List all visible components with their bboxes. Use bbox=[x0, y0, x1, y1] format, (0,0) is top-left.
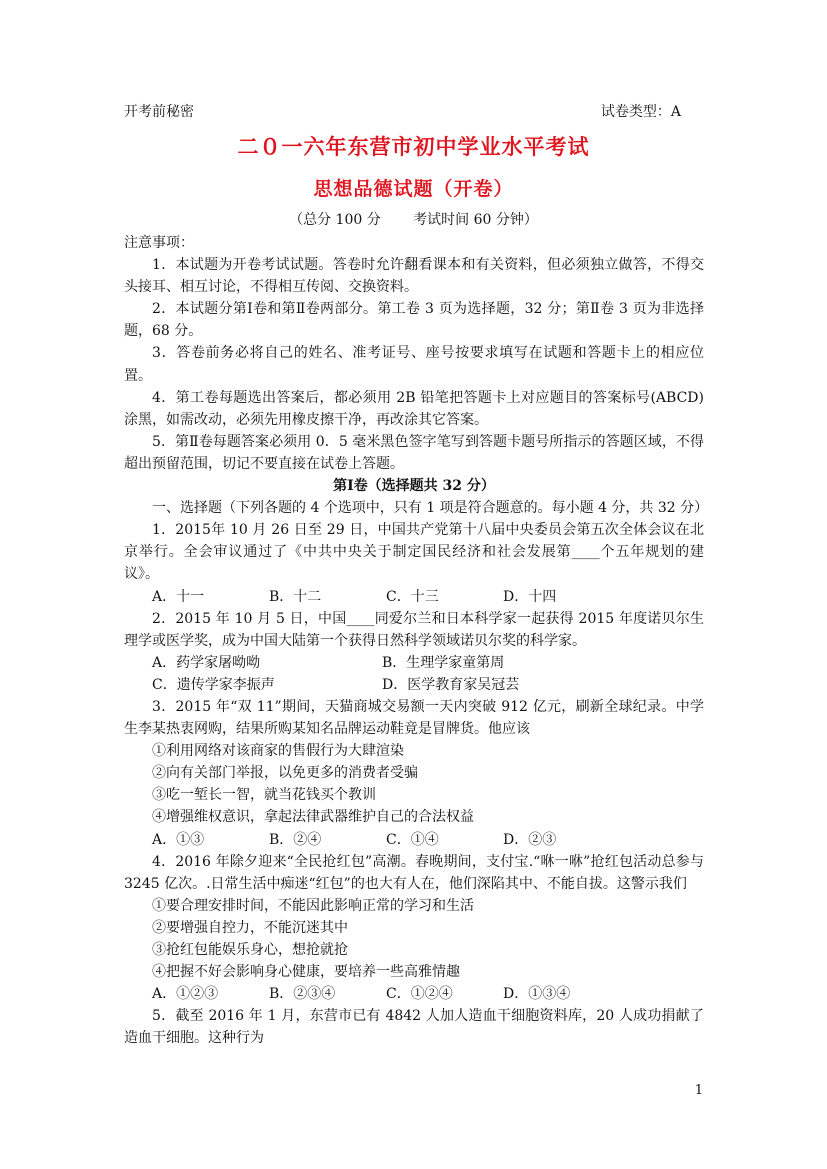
statement: ①要合理安排时间，不能因此影响正常的学习和生活 bbox=[152, 897, 474, 914]
section-heading: 第Ⅰ卷（选择题共 32 分） bbox=[333, 478, 495, 495]
option-a: A．①②③ bbox=[152, 986, 219, 1003]
statement: ①利用网络对该商家的售假行为大肆渲染 bbox=[152, 743, 404, 760]
statement: ④把握不好会影响身心健康，要培养一些高雅情趣 bbox=[152, 964, 460, 981]
question-1-stem: 1．2015年 10 月 26 日至 29 日，中国共产党第十八届中央委员会第五次全体会议在北京举行。全会审议通过了《中共中央关于制定国民经济和社会发展第____个五年规划的建议》。 bbox=[124, 522, 704, 583]
exam-subtitle: 思想品德试题（开卷） bbox=[313, 178, 514, 200]
option-d: D．①③④ bbox=[503, 986, 571, 1003]
note-item: 2．本试题分第Ⅰ卷和第Ⅱ卷两部分。第工卷 3 页为选择题，32 分；第Ⅱ卷 3 页为非选择题，68 分。 bbox=[124, 301, 704, 340]
statement: ②要增强自控力，不能沉迷其中 bbox=[152, 919, 348, 936]
question-3-options bbox=[124, 829, 704, 851]
section-instruction: 一、选择题（下列各题的 4 个选项中，只有 1 项是符合题意的。每小题 4 分，共 32 分） bbox=[152, 500, 709, 517]
question-2-options-row2 bbox=[124, 674, 704, 696]
page-number: 1 bbox=[694, 1083, 703, 1098]
option-d: D．②③ bbox=[503, 831, 557, 848]
option-c: C．遗传学家李振声 bbox=[152, 676, 275, 693]
option-b: B．生理学家童第周 bbox=[382, 654, 505, 671]
exam-score-time: （总分 100 分 考试时间 60 分钟） bbox=[289, 212, 538, 228]
option-a: A．十一 bbox=[152, 588, 205, 605]
question-1-options bbox=[124, 586, 704, 608]
statement: ③吃一堑长一智，就当花钱买个教训 bbox=[152, 787, 376, 804]
option-c: C．十三 bbox=[386, 588, 439, 605]
question-2-options-row1 bbox=[124, 652, 704, 674]
note-item: 4．第工卷每题选出答案后，都必须用 2B 铅笔把答题卡上对应题目的答案标号(ABCD)涂黑，如需改动，必须先用橡皮擦干净，再改涂其它答案。 bbox=[124, 389, 704, 428]
question-4-options bbox=[124, 983, 704, 1005]
option-b: B．十二 bbox=[269, 588, 322, 605]
question-2-stem: 2．2015 年 10 月 5 日，中国____同爱尔兰和日本科学家一起获得 2015 年度诺贝尔生理学或医学奖，成为中国大陆第一个获得日然科学领域诺贝尔奖的科学家。 bbox=[124, 610, 704, 649]
option-c: C．①④ bbox=[386, 831, 439, 848]
option-a: A．药学家屠呦呦 bbox=[152, 654, 261, 671]
option-d: D．十四 bbox=[503, 588, 557, 605]
exam-content bbox=[124, 232, 709, 1049]
option-d: D．医学教育家吴冠芸 bbox=[382, 676, 520, 693]
paper-type-label: 试卷类型：A bbox=[600, 104, 681, 120]
note-item: 5．第Ⅱ卷每题答案必须用 0．5 毫米黑色签字笔写到答题卡题号所指示的答题区域，不得超出预留范围，切记不要直接在试卷上答题。 bbox=[124, 433, 704, 472]
question-4-stem: 4．2016 年除夕迎来“全民抢红包”高潮。春晚期间，支付宝.“咻一咻”抢红包活动总参与 3245 亿次。.日常生活中痴迷“红包”的也大有人在，他们深陷其中、不能自拔。这警示我们 bbox=[124, 853, 704, 892]
option-b: B．②④ bbox=[269, 831, 322, 848]
option-a: A．①③ bbox=[152, 831, 205, 848]
option-b: B．②③④ bbox=[269, 986, 336, 1003]
note-item: 3．答卷前务必将自己的姓名、准考证号、座号按要求填写在试题和答题卡上的相应位置。 bbox=[124, 345, 704, 384]
option-c: C．①②④ bbox=[386, 986, 453, 1003]
notes-heading: 注意事项： bbox=[124, 235, 194, 251]
confidential-label: 开考前秘密 bbox=[124, 104, 194, 120]
statement: ②向有关部门举报，以免更多的消费者受骗 bbox=[152, 765, 418, 782]
exam-title: 二０一六年东营市初中学业水平考试 bbox=[237, 134, 590, 159]
question-5-stem: 5．截至 2016 年 1 月，东营市已有 4842 人加人造血干细胞资料库，20 人成功捐献了造血干细胞。这种行为 bbox=[124, 1008, 704, 1047]
note-item: 1．本试题为开卷考试试题。答卷时允许翻看课本和有关资料，但必须独立做答，不得交头接耳、相互讨论，不得相互传阅、交换资料。 bbox=[124, 257, 704, 296]
statement: ④增强维权意识，拿起法律武器维护自己的合法权益 bbox=[152, 809, 474, 826]
question-3-stem: 3．2015 年“双 11”期间，天猫商城交易额一天内突破 912 亿元，刷新全球纪录。中学生李某热衷网购，结果所购某知名品牌运动鞋竟是冒牌货。他应该 bbox=[124, 698, 704, 738]
statement: ③抢红包能娱乐身心，想抢就抢 bbox=[152, 942, 348, 958]
